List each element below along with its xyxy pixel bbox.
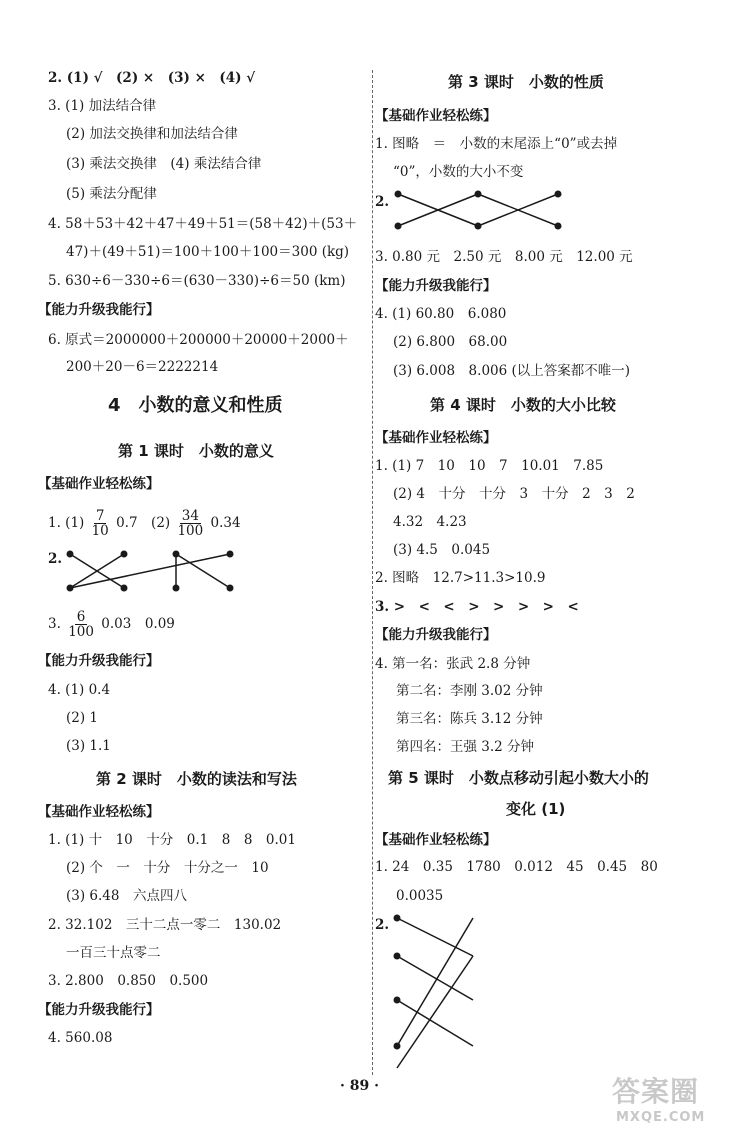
fraction-7-10: $\frac{7}{10}$ (91, 508, 109, 539)
lesson-4-answer-4-rank-3: 第三名：陈兵 3.12 分钟 (396, 711, 543, 727)
watermark-url: MXQE.COM (616, 1110, 706, 1125)
answer-3-prefix: 3. (48, 616, 61, 632)
answer-3-item-2: (2) 加法交换律和加法结合律 (66, 126, 238, 142)
section-ability-upgrade: 【能力升级我能行】 (38, 302, 160, 318)
answer-3-item-3-4: (3) 乘法交换律 (4) 乘法结合律 (66, 156, 262, 172)
page-number: · 89 · (340, 1078, 379, 1094)
lesson-4-answer-1-1: 1. (1) 7 10 10 7 10.01 7.85 (375, 458, 604, 474)
lesson-2-answer-2-line-1: 2. 32.102 三十二点一零二 130.02 (48, 917, 282, 933)
section-basic-homework-2: 【基础作业轻松练】 (38, 804, 160, 820)
lesson-1-answer-4-3: (3) 1.1 (66, 738, 111, 754)
answer-4-line-1: 4. 58＋53＋42＋47＋49＋51＝(58＋42)＋(53＋ (48, 216, 358, 232)
fraction-6-100: $\frac{6}{100}$ (68, 609, 94, 640)
lesson-2-answer-1-2: (2) 个 一 十分 十分之一 10 (66, 860, 269, 876)
lesson-3-answer-2-label: 2. (375, 194, 390, 210)
answer-3-item-1: 3. (1) 加法结合律 (48, 98, 157, 114)
lesson-2-answer-4: 4. 560.08 (48, 1030, 113, 1046)
lesson-3-title: 第 3 课时 小数的性质 (448, 73, 604, 91)
lesson-3-answer-1-line-1: 1. 图略 ＝ 小数的末尾添上“0”或去掉 (375, 136, 618, 152)
answer-2-check-marks: 2. (1) √ (2) × (3) × (4) √ (48, 70, 256, 86)
column-divider (372, 70, 373, 1075)
lesson-4-answer-4-rank-1: 4. 第一名：张武 2.8 分钟 (375, 656, 531, 672)
lesson-5-title-line-1: 第 5 课时 小数点移动引起小数大小的 (388, 769, 649, 787)
section-ability-upgrade-5: 【能力升级我能行】 (375, 627, 497, 643)
section-ability-upgrade-3: 【能力升级我能行】 (38, 1002, 160, 1018)
lesson-4-answer-4-rank-2: 第二名：李刚 3.02 分钟 (396, 683, 543, 699)
lesson-3-answer-4-3: (3) 6.008 8.006 (以上答案都不唯一) (393, 363, 631, 379)
answer-1-end: 0.34 (210, 515, 241, 531)
lesson-1-answer-3 (48, 609, 175, 639)
lesson-5-answer-2-label: 2. (375, 917, 390, 933)
lesson-1-answer-4-2: (2) 1 (66, 710, 99, 726)
lesson-4-answer-1-2-cont: 4.32 4.23 (393, 514, 467, 530)
chapter-title: 4 小数的意义和性质 (108, 395, 283, 416)
lesson-2-answer-1-1: 1. (1) 十 10 十分 0.1 8 8 0.01 (48, 832, 296, 848)
answer-3-item-5: (5) 乘法分配律 (66, 186, 157, 202)
lesson-2-answer-2-line-2: 一百三十点零二 (66, 945, 161, 961)
lesson-4-answer-3-signs: 3. > < < > > > > < (375, 599, 579, 615)
lesson-1-answer-2-label: 2. (48, 551, 63, 567)
section-ability-upgrade-2: 【能力升级我能行】 (38, 653, 160, 669)
matching-diagram-lesson-5 (385, 908, 495, 1078)
section-ability-upgrade-4: 【能力升级我能行】 (375, 278, 497, 294)
lesson-4-answer-1-3: (3) 4.5 0.045 (393, 542, 491, 558)
lesson-4-answer-1-2: (2) 4 十分 十分 3 十分 2 3 2 (393, 486, 635, 502)
lesson-3-answer-3: 3. 0.80 元 2.50 元 8.00 元 12.00 元 (375, 249, 633, 265)
answer-6-line-2: 200＋20－6＝2222214 (66, 359, 219, 375)
matching-diagram-lesson-1 (60, 546, 250, 596)
fraction-34-100: $\frac{34}{100}$ (177, 508, 204, 539)
lesson-4-answer-2: 2. 图略 12.7>11.3>10.9 (375, 570, 546, 586)
watermark-logo-text: 答案圈 (612, 1075, 700, 1108)
lesson-3-answer-1-line-2: “0”，小数的大小不变 (393, 164, 524, 180)
lesson-4-answer-4-rank-4: 第四名：王强 3.2 分钟 (396, 739, 535, 755)
lesson-1-answer-4-1: 4. (1) 0.4 (48, 682, 111, 698)
lesson-5-answer-1-line-1: 1. 24 0.35 1780 0.012 45 0.45 80 (375, 859, 658, 875)
matching-diagram-lesson-3 (390, 186, 590, 234)
answer-6-line-1: 6. 原式＝2000000＋200000＋20000＋2000＋ (48, 332, 349, 348)
watermark (612, 1070, 705, 1125)
lesson-3-answer-4-1: 4. (1) 60.80 6.080 (375, 306, 507, 322)
lesson-2-answer-3: 3. 2.800 0.850 0.500 (48, 973, 209, 989)
lesson-1-title: 第 1 课时 小数的意义 (118, 442, 274, 460)
answer-1-mid: 0.7 (2) (116, 515, 171, 531)
answer-3-end: 0.03 0.09 (101, 616, 175, 632)
lesson-4-title: 第 4 课时 小数的大小比较 (430, 396, 616, 414)
lesson-2-answer-1-3: (3) 6.48 六点四八 (66, 888, 187, 904)
answer-4-line-2: 47)＋(49＋51)＝100＋100＋100＝300 (kg) (66, 244, 350, 260)
lesson-2-title: 第 2 课时 小数的读法和写法 (96, 770, 297, 788)
lesson-1-answer-1 (48, 508, 241, 538)
section-basic-homework-5: 【基础作业轻松练】 (375, 832, 497, 848)
lesson-5-title-line-2: 变化 (1) (506, 800, 566, 818)
section-basic-homework-4: 【基础作业轻松练】 (375, 430, 497, 446)
answer-5: 5. 630÷6－330÷6＝(630－330)÷6＝50 (km) (48, 273, 346, 289)
lesson-5-answer-1-line-2: 0.0035 (396, 888, 444, 904)
section-basic-homework-3: 【基础作业轻松练】 (375, 108, 497, 124)
lesson-3-answer-4-2: (2) 6.800 68.00 (393, 334, 508, 350)
answer-1-prefix: 1. (1) (48, 515, 85, 531)
section-basic-homework: 【基础作业轻松练】 (38, 476, 160, 492)
